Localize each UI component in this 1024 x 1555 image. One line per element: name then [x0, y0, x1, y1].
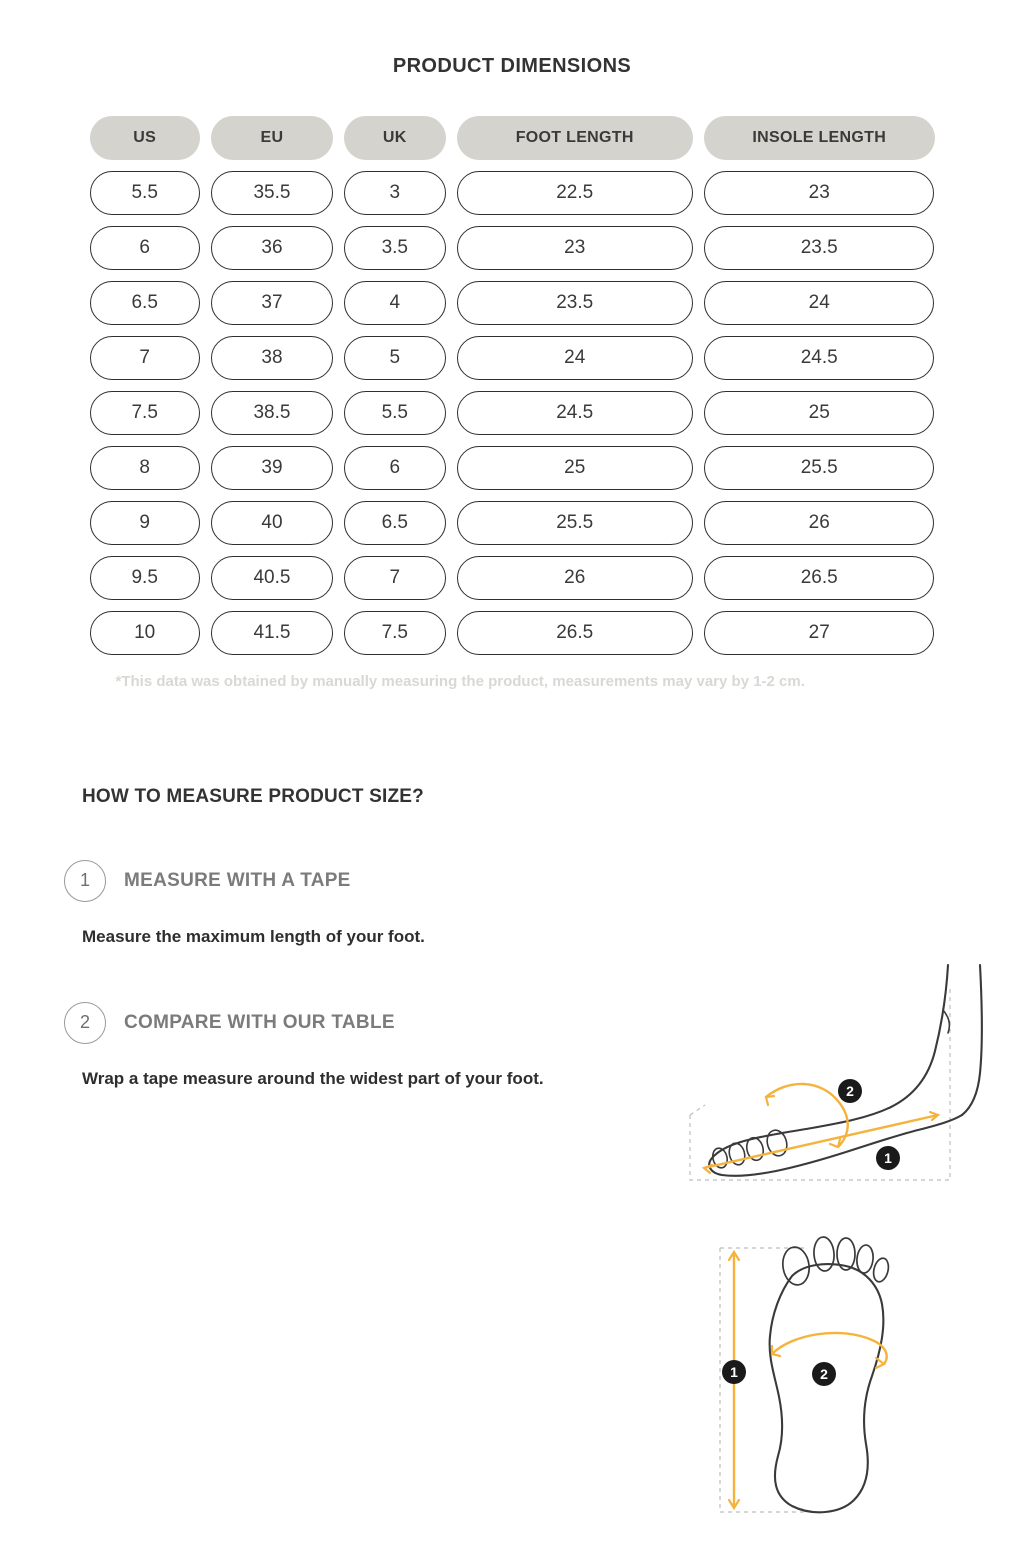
- table-row: [90, 501, 935, 545]
- table-row: [90, 336, 935, 380]
- cell-eu: 35.5: [211, 171, 333, 215]
- cell-uk: 7.5: [344, 611, 445, 655]
- cell-insole-length: 24.5: [704, 336, 935, 380]
- svg-text:1: 1: [884, 1150, 892, 1166]
- cell-us: 8: [90, 446, 200, 490]
- cell-foot-length: 24.5: [457, 391, 693, 435]
- cell-foot-length: 22.5: [457, 171, 693, 215]
- cell-eu: 41.5: [211, 611, 333, 655]
- table-row: [90, 281, 935, 325]
- foot-top-view-illustration: [700, 1230, 980, 1535]
- cell-insole-length: 23.5: [704, 226, 935, 270]
- cell-us: 10: [90, 611, 200, 655]
- cell-insole-length: 25: [704, 391, 935, 435]
- step-1-label: MEASURE WITH A TAPE: [124, 869, 351, 891]
- cell-us: 7: [90, 336, 200, 380]
- cell-uk: 3.5: [344, 226, 445, 270]
- cell-foot-length: 23: [457, 226, 693, 270]
- cell-foot-length: 23.5: [457, 281, 693, 325]
- svg-text:1: 1: [730, 1364, 738, 1380]
- column-header-uk: UK: [344, 116, 445, 160]
- cell-uk: 3: [344, 171, 445, 215]
- cell-eu: 38.5: [211, 391, 333, 435]
- svg-text:2: 2: [846, 1083, 854, 1099]
- step-2-text: Wrap a tape measure around the widest part of your foot.: [82, 1068, 544, 1088]
- cell-uk: 7: [344, 556, 445, 600]
- table-row: [90, 611, 935, 655]
- table-row: [90, 226, 935, 270]
- cell-foot-length: 26.5: [457, 611, 693, 655]
- cell-us: 9: [90, 501, 200, 545]
- step-1-text: Measure the maximum length of your foot.: [82, 926, 425, 946]
- cell-uk: 6: [344, 446, 445, 490]
- how-to-measure-title: HOW TO MEASURE PRODUCT SIZE?: [82, 785, 424, 807]
- column-header-us: US: [90, 116, 200, 160]
- table-row: [90, 171, 935, 215]
- cell-us: 5.5: [90, 171, 200, 215]
- cell-uk: 5: [344, 336, 445, 380]
- cell-eu: 40: [211, 501, 333, 545]
- table-row: [90, 556, 935, 600]
- svg-text:2: 2: [820, 1366, 828, 1382]
- cell-insole-length: 27: [704, 611, 935, 655]
- table-row: [90, 391, 935, 435]
- cell-eu: 39: [211, 446, 333, 490]
- cell-uk: 4: [344, 281, 445, 325]
- table-header-row: [90, 116, 935, 160]
- column-header-insole-length: INSOLE LENGTH: [704, 116, 935, 160]
- step-2-label: COMPARE WITH OUR TABLE: [124, 1011, 395, 1033]
- cell-insole-length: 23: [704, 171, 935, 215]
- cell-insole-length: 26.5: [704, 556, 935, 600]
- cell-eu: 37: [211, 281, 333, 325]
- cell-uk: 5.5: [344, 391, 445, 435]
- size-table: [90, 116, 935, 655]
- cell-us: 6: [90, 226, 200, 270]
- cell-insole-length: 25.5: [704, 446, 935, 490]
- step-2-number: 2: [64, 1002, 106, 1044]
- column-header-foot-length: FOOT LENGTH: [457, 116, 693, 160]
- cell-us: 6.5: [90, 281, 200, 325]
- cell-insole-length: 26: [704, 501, 935, 545]
- cell-eu: 38: [211, 336, 333, 380]
- cell-foot-length: 25.5: [457, 501, 693, 545]
- table-row: [90, 446, 935, 490]
- cell-us: 9.5: [90, 556, 200, 600]
- cell-insole-length: 24: [704, 281, 935, 325]
- column-header-eu: EU: [211, 116, 333, 160]
- table-disclaimer: *This data was obtained by manually measuring the product, measurements may vary by 1-2 cm.: [115, 673, 805, 690]
- cell-foot-length: 25: [457, 446, 693, 490]
- page-title: PRODUCT DIMENSIONS: [392, 55, 632, 77]
- step-1: [79, 860, 1024, 950]
- cell-eu: 40.5: [211, 556, 333, 600]
- cell-foot-length: 26: [457, 556, 693, 600]
- cell-foot-length: 24: [457, 336, 693, 380]
- cell-us: 7.5: [90, 391, 200, 435]
- step-1-header: [79, 860, 1024, 902]
- cell-uk: 6.5: [344, 501, 445, 545]
- cell-eu: 36: [211, 226, 333, 270]
- foot-side-view-illustration: [660, 955, 1000, 1240]
- step-1-number: 1: [64, 860, 106, 902]
